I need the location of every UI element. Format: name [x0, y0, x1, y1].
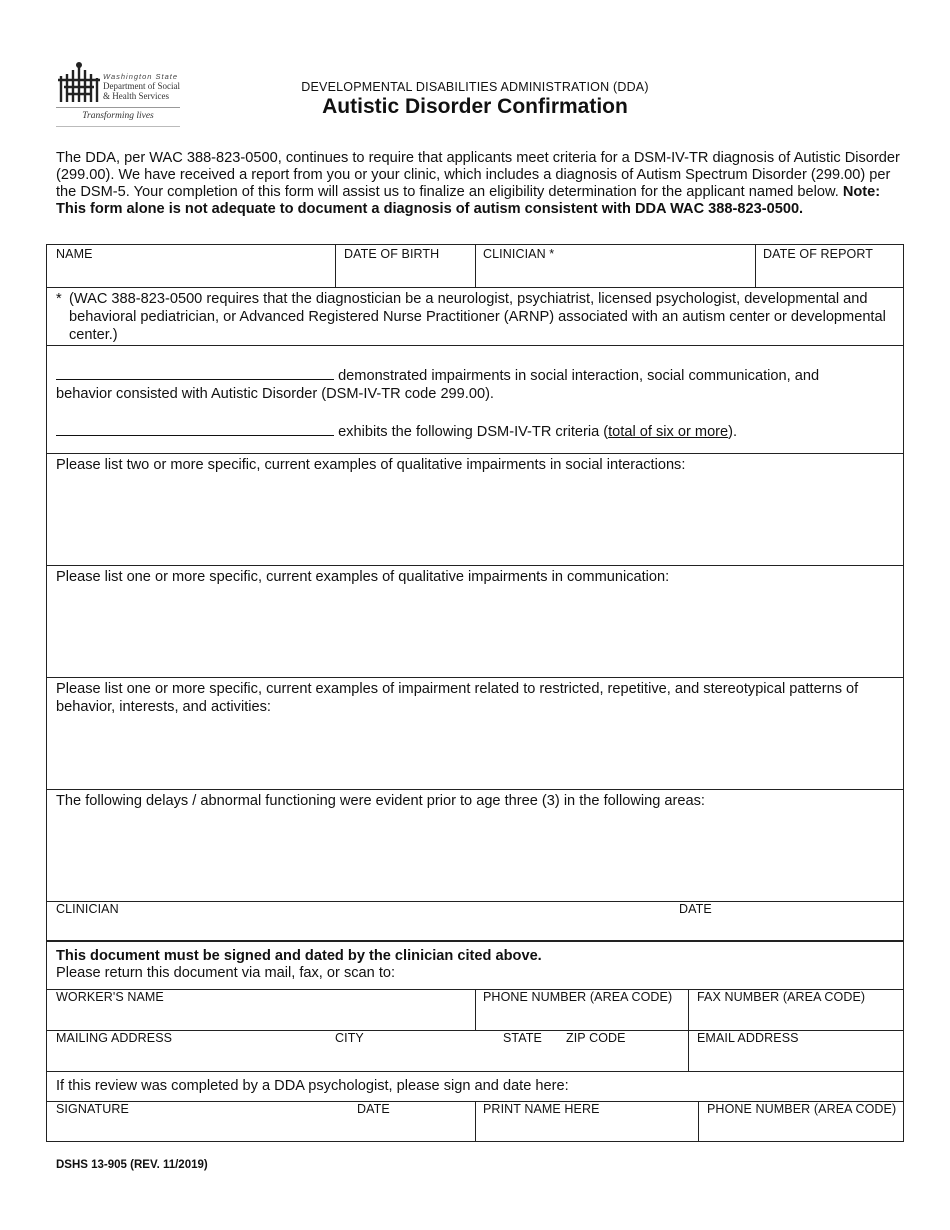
clinician-date-field[interactable]: DATE [679, 902, 712, 916]
intro-paragraph [56, 150, 904, 218]
agency-name: DEVELOPMENTAL DISABILITIES ADMINISTRATION (DDA) [301, 80, 649, 94]
mailing-address-field[interactable]: MAILING ADDRESS [56, 1031, 173, 1045]
psychologist-prompt: If this review was completed by a DDA psychologist, please sign and date here: [56, 1078, 569, 1094]
worker-fax-field[interactable]: FAX NUMBER (AREA CODE) [697, 990, 866, 1004]
statement-line2-prefix: exhibits the following DSM-IV-TR criteria ( [338, 424, 609, 440]
restricted-patterns-answer[interactable] [47, 719, 903, 787]
return-instruction: Please return this document via mail, fax, or scan to: [56, 965, 396, 981]
logo-dept-line2: & Health Services [103, 90, 169, 101]
statement-line2-underlined: total of six or more [608, 424, 729, 440]
psychologist-date-field[interactable]: DATE [357, 1102, 390, 1116]
footnote-text: (WAC 388-823-0500 requires that the diagnostician be a neurologist, psychiatrist, licensed psychologist, developmental and behavioral pediatrician, or Advanced Registered Nurse Practitioner (ARNP) associated with an autism center or developmental center.) [69, 291, 886, 343]
city-field[interactable]: CITY [335, 1031, 364, 1045]
psychologist-phone-field[interactable]: PHONE NUMBER (AREA CODE) [707, 1102, 897, 1116]
statement-line2-suffix: ). [728, 424, 738, 440]
social-interaction-answer[interactable] [47, 477, 903, 563]
applicant-name-blank-1[interactable] [56, 367, 334, 380]
worker-phone-field[interactable]: PHONE NUMBER (AREA CODE) [483, 990, 673, 1004]
name-field[interactable]: NAME [56, 247, 93, 261]
footnote-star: * [56, 291, 62, 307]
zip-code-field[interactable]: ZIP CODE [566, 1031, 626, 1045]
clinician-signature-field[interactable]: CLINICIAN [56, 902, 119, 916]
state-field[interactable]: STATE [503, 1031, 542, 1045]
delays-answer[interactable] [47, 813, 903, 899]
psychologist-print-name-field[interactable]: PRINT NAME HERE [483, 1102, 600, 1116]
statement-line1-cont: behavior consisted with Autistic Disorder (DSM-IV-TR code 299.00). [56, 386, 494, 402]
workers-name-field[interactable]: WORKER'S NAME [56, 990, 164, 1004]
logo-state: Washington State [103, 72, 179, 81]
impairment-statement [56, 367, 896, 403]
return-info-box [46, 940, 904, 1072]
form-main [46, 244, 904, 942]
logo-dept-line1: Department of Social [103, 81, 180, 91]
sign-instruction: This document must be signed and dated by the clinician cited above. [56, 948, 542, 964]
intro-text: The DDA, per WAC 388-823-0500, continues to require that applicants meet criteria for a DSM-IV-TR diagnosis of Autistic Disorder (299.00). We have received a report from you or your clinic, which includes a diagnosis of Autism Spectrum Disorder (299.00) per the DSM-5. Your completion of this form will assist us to finalize an eligibility determination for the applicant named below. [56, 150, 900, 200]
applicant-name-blank-2[interactable] [56, 423, 334, 436]
dob-field[interactable]: DATE OF BIRTH [344, 247, 440, 261]
statement-line1: demonstrated impairments in social interaction, social communication, and [338, 368, 820, 384]
intro-note: Note: This form alone is not adequate to document a diagnosis of autism consistent with DDA WAC 388-823-0500. [56, 184, 881, 217]
psychologist-signature-field[interactable]: SIGNATURE [56, 1102, 129, 1116]
delays-question: The following delays / abnormal functioning were evident prior to age three (3) in the following areas: [56, 793, 705, 809]
restricted-patterns-question: Please list one or more specific, current examples of impairment related to restricted, repetitive, and stereotypical patterns of behavior, interests, and activities: [56, 681, 859, 715]
page-title: Autistic Disorder Confirmation [322, 95, 628, 118]
communication-answer[interactable] [47, 589, 903, 675]
psychologist-box [46, 1069, 904, 1142]
communication-question: Please list one or more specific, current examples of qualitative impairments in communication: [56, 569, 670, 585]
clinician-field[interactable]: CLINICIAN * [483, 247, 555, 261]
criteria-statement [56, 423, 896, 441]
form-id: DSHS 13-905 (REV. 11/2019) [56, 1159, 208, 1171]
social-interaction-question: Please list two or more specific, current examples of qualitative impairments in social interactions: [56, 457, 686, 473]
logo-tagline: Transforming lives [82, 111, 154, 121]
date-of-report-field[interactable]: DATE OF REPORT [763, 247, 873, 261]
email-address-field[interactable]: EMAIL ADDRESS [697, 1031, 799, 1045]
